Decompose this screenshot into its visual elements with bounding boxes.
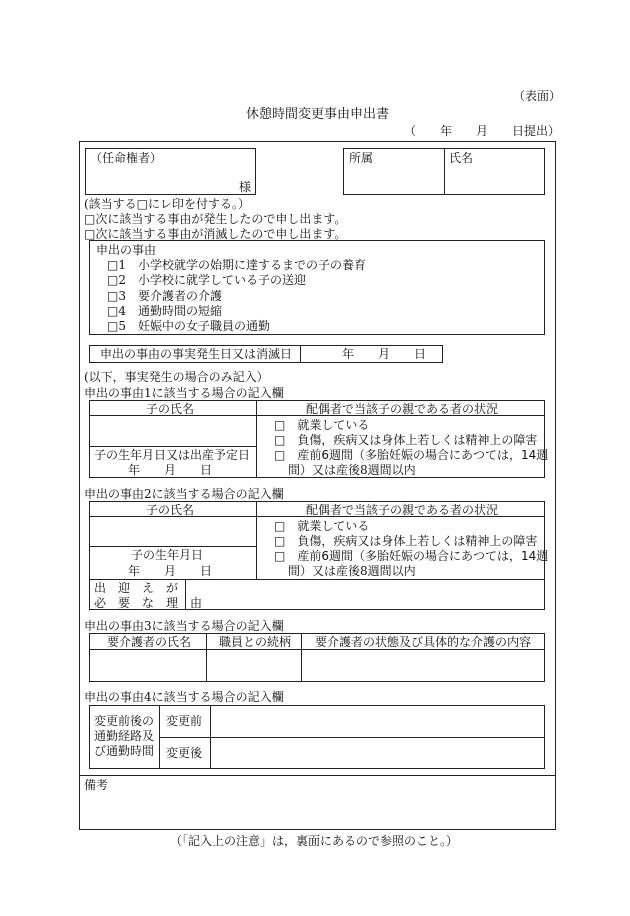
reasons-heading: 申出の事由 — [96, 243, 157, 257]
section4-label-1: 変更前後の — [94, 714, 155, 728]
section3-relation-field[interactable] — [207, 650, 301, 681]
section3-col-name: 要介護者の氏名 — [107, 635, 192, 649]
remarks-label: 備考 — [84, 778, 109, 792]
name-label: 氏名 — [449, 151, 474, 165]
reason-item-5[interactable]: □5 妊娠中の女子職員の通勤 — [107, 319, 270, 333]
section2-status-maternity-cont: 間）又は産後8週間以内 — [288, 564, 416, 578]
section2-pickup-label-2: 必 要 な 理 由 — [94, 596, 203, 610]
section1-row-line — [89, 446, 256, 447]
section2-col-divider — [256, 501, 257, 579]
appointer-honorific: 様 — [239, 180, 252, 194]
reason-item-1[interactable]: □1 小学校就学の始期に達するまでの子の養育 — [107, 258, 366, 272]
fact-note: (以下，事実発生の場合のみ記入） — [84, 370, 269, 384]
remarks-line — [79, 775, 556, 776]
section1-status-maternity[interactable]: □ 産前6週間（多胎妊娠の場合にあつては，14週 — [274, 448, 549, 462]
option-occurred[interactable]: □次に該当する事由が発生したので申し出ます。 — [84, 212, 347, 226]
submission-date[interactable]: （ 年 月 日提出） — [404, 124, 561, 138]
occurrence-divider — [300, 345, 301, 363]
section1-status-injury[interactable]: □ 負傷，疾病又は身体上若しくは精神上の障害 — [274, 433, 538, 447]
appointer-label: （任命権者） — [90, 151, 163, 165]
affiliation-field[interactable] — [344, 165, 443, 194]
section4-before-label: 変更前 — [166, 714, 203, 728]
section1-child-name-field[interactable] — [90, 416, 256, 446]
section2-birth-date[interactable]: 年 月 日 — [128, 564, 213, 578]
section4-label-3: び通勤時間 — [94, 744, 155, 758]
option-ceased[interactable]: □次に該当する事由が消滅したので申し出ます。 — [84, 227, 347, 241]
reason-item-4[interactable]: □4 通勤時間の短縮 — [107, 304, 222, 318]
reason-item-2[interactable]: □2 小学校に就学している子の送迎 — [107, 273, 306, 287]
section2-spouse-status-header: 配偶者で当該子の親である者の状況 — [306, 503, 499, 517]
section3-name-field[interactable] — [90, 650, 206, 681]
section3-col-relation: 職員との続柄 — [219, 635, 292, 649]
section1-status-maternity-cont: 間）又は産後8週間以内 — [288, 463, 416, 477]
section1-birth-date[interactable]: 年 月 日 — [128, 463, 213, 477]
section2-heading: 申出の事由2に該当する場合の記入欄 — [84, 487, 284, 501]
section3-heading: 申出の事由3に該当する場合の記入欄 — [84, 619, 284, 633]
section4-before-field[interactable] — [211, 706, 544, 737]
section2-pickup-label-1: 出 迎 え が — [94, 581, 179, 595]
section2-row-line — [89, 546, 256, 547]
section2-status-injury[interactable]: □ 負傷，疾病又は身体上若しくは精神上の障害 — [274, 534, 538, 548]
section1-status-employed[interactable]: □ 就業している — [274, 418, 370, 432]
document-title: 休憩時間変更事由申出書 — [246, 107, 390, 122]
section1-spouse-status-header: 配偶者で当該子の親である者の状況 — [306, 402, 499, 416]
occurrence-date[interactable]: 年 月 日 — [342, 347, 427, 361]
section4-heading: 申出の事由4に該当する場合の記入欄 — [84, 690, 284, 704]
remarks-field[interactable] — [80, 792, 555, 829]
section2-pickup-field[interactable] — [186, 580, 544, 609]
section3-condition-field[interactable] — [302, 650, 544, 681]
section2-birth-label: 子の生年月日 — [131, 548, 204, 562]
section1-col-divider — [256, 400, 257, 478]
side-label: （表面） — [513, 89, 562, 103]
section2-child-name-header: 子の氏名 — [146, 503, 195, 517]
occurrence-label: 申出の事由の事実発生日又は消滅日 — [100, 347, 293, 361]
section1-child-name-header: 子の氏名 — [146, 402, 195, 416]
mark-note: (該当する□にレ印を付する。） — [84, 197, 251, 211]
section1-heading: 申出の事由1に該当する場合の記入欄 — [84, 386, 284, 400]
section4-after-label: 変更後 — [166, 746, 203, 760]
section3-col-condition: 要介護者の状態及び具体的な介護の内容 — [315, 635, 532, 649]
name-field[interactable] — [445, 165, 544, 194]
affiliation-label: 所属 — [349, 151, 374, 165]
footer-note: （「記入上の注意」は，裏面にあるので参照のこと。） — [170, 834, 459, 848]
section2-status-employed[interactable]: □ 就業している — [274, 519, 370, 533]
reason-item-3[interactable]: □3 要介護者の介護 — [107, 289, 222, 303]
section1-birth-label: 子の生年月日又は出産予定日 — [94, 448, 251, 462]
section2-child-name-field[interactable] — [90, 517, 256, 546]
section4-label-2: 通勤経路及 — [94, 729, 155, 743]
section2-status-maternity[interactable]: □ 産前6週間（多胎妊娠の場合にあつては，14週 — [274, 549, 549, 563]
section4-after-field[interactable] — [211, 738, 544, 768]
